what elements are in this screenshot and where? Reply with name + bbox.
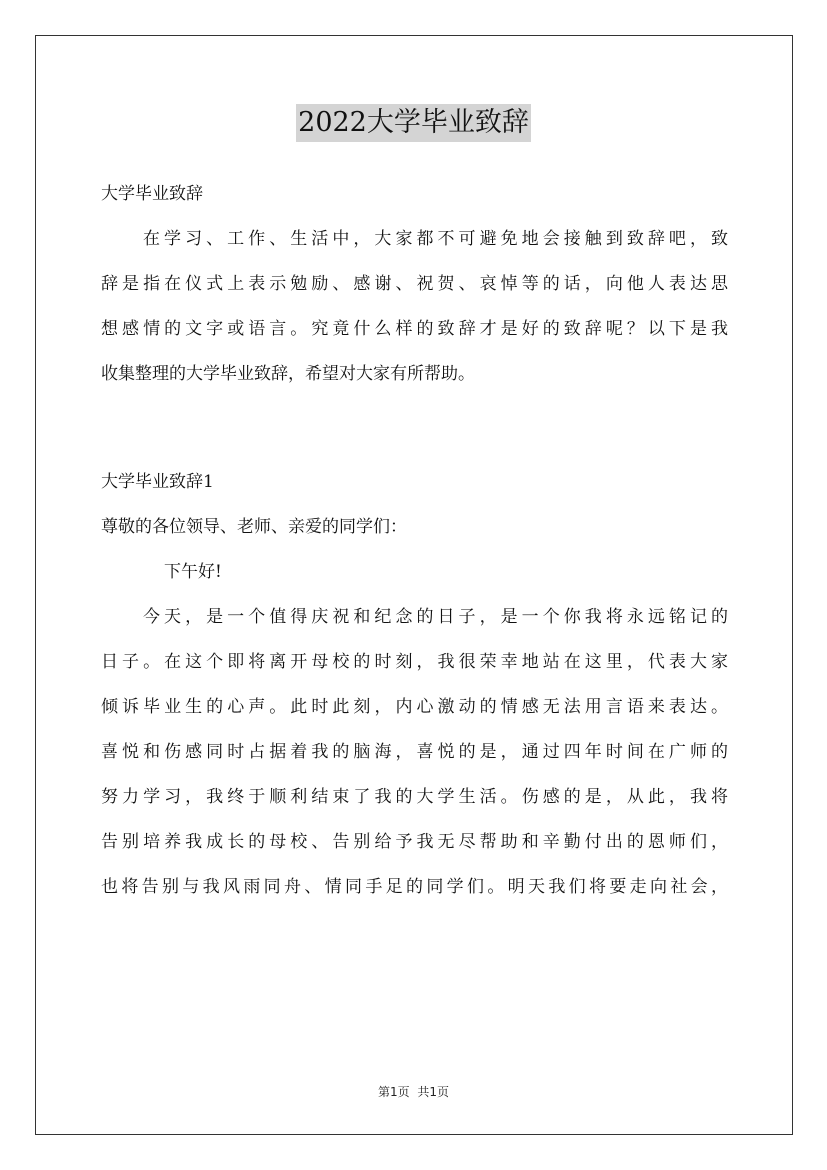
paragraph-gap [101, 397, 728, 460]
intro-line-2: 辞是指在仪式上表示勉励、感谢、祝贺、哀悼等的话，向他人表达思 [101, 274, 728, 294]
intro-line-3: 想感情的文字或语言。究竟什么样的致辞才是好的致辞呢？以下是我 [101, 319, 728, 339]
body-line-2: 日子。在这个即将离开母校的时刻，我很荣幸地站在这里，代表大家 [101, 652, 728, 672]
page-number-footer: 第1页 共1页 [377, 1085, 450, 1099]
body-line-4: 喜悦和伤感同时占据着我的脑海，喜悦的是，通过四年时间在广师的 [101, 742, 728, 762]
body-line-5: 努力学习，我终于顺利结束了我的大学生活。伤感的是，从此，我将 [101, 787, 728, 807]
speech-heading: 大学毕业致辞1 [101, 472, 214, 492]
document-body [101, 172, 728, 910]
intro-line-1: 在学习、工作、生活中，大家都不可避免地会接触到致辞吧，致 [143, 229, 728, 249]
body-line-1: 今天，是一个值得庆祝和纪念的日子，是一个你我将永远铭记的 [143, 607, 728, 627]
title-container [0, 104, 827, 142]
body-line-3: 倾诉毕业生的心声。此时此刻，内心激动的情感无法用言语来表达。 [101, 697, 728, 717]
greeting: 下午好! [164, 562, 222, 582]
body-line-7: 也将告别与我风雨同舟、情同手足的同学们。明天我们将要走向社会， [101, 877, 728, 897]
body-line-6: 告别培养我成长的母校、告别给予我无尽帮助和辛勤付出的恩师们， [101, 832, 728, 852]
section-heading: 大学毕业致辞 [101, 184, 203, 204]
document-title: 2022大学毕业致辞 [296, 104, 531, 142]
intro-line-4: 收集整理的大学毕业致辞，希望对大家有所帮助。 [101, 364, 475, 384]
salutation: 尊敬的各位领导、老师、亲爱的同学们： [101, 517, 407, 537]
